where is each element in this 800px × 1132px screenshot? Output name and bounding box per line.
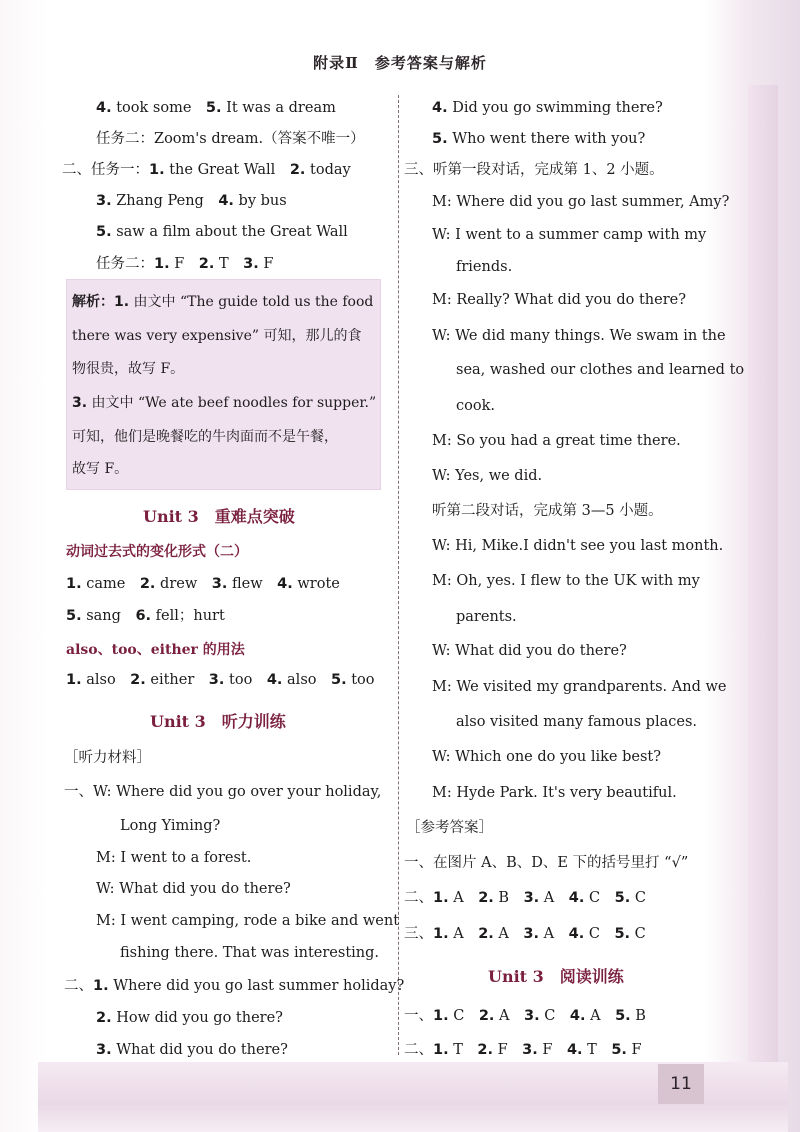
question-text: How did you go there? (111, 1010, 283, 1026)
item-number: 5. (615, 1008, 631, 1024)
item-number: 3. (522, 1042, 538, 1058)
answer-line (66, 606, 225, 626)
answer-text: T (582, 1042, 612, 1058)
item-number: 1. (433, 890, 449, 906)
dialogue-line: M: Where did you go last summer, Amy? (432, 194, 730, 210)
bracket-heading: ［听力材料］ (64, 750, 151, 766)
item-number: 1. (114, 294, 130, 310)
answer-text: It was a dream (221, 100, 336, 116)
answer-text: A (539, 890, 569, 906)
bracket-heading: ［参考答案］ (406, 820, 493, 836)
item-number: 3. (523, 890, 540, 906)
item-number: 2. (198, 256, 215, 272)
item-number: 2. (96, 1010, 112, 1026)
answer-text: F (493, 1042, 523, 1058)
item-number: 5. (330, 672, 347, 688)
item-number: 5. (611, 1042, 627, 1058)
answer-text: A (494, 1008, 525, 1024)
section-label: 二、 (404, 1042, 433, 1058)
answer-text: T (214, 256, 244, 272)
answer-text: B (630, 1008, 646, 1024)
dialogue-line: cook. (456, 398, 495, 414)
answer-line (96, 222, 348, 242)
analysis-line (72, 292, 373, 312)
item-number: 2. (478, 926, 494, 942)
answer-line (66, 574, 340, 594)
dialogue-line: 一、W: Where did you go over your holiday, (64, 784, 382, 800)
answer-text: T (448, 1042, 478, 1058)
item-number: 4. (432, 100, 448, 116)
question-line (432, 129, 645, 149)
answer-text: C (630, 890, 646, 906)
dialogue-line: M: We visited my grandparents. And we (432, 679, 727, 695)
question-line (432, 98, 663, 118)
item-number: 5. (205, 100, 222, 116)
answer-line: 一、在图片 A、B、D、E 下的括号里打 “√” (404, 855, 689, 871)
section-label: 一、 (404, 1008, 433, 1024)
answer-text: the Great Wall (164, 162, 290, 178)
page-edge-shade (748, 85, 778, 1075)
answer-text: wrote (292, 576, 340, 592)
section-label: 三、 (404, 926, 433, 942)
item-number: 1. (154, 256, 170, 272)
item-number: 4. (266, 672, 283, 688)
item-number: 3. (211, 576, 228, 592)
section-instruction: 三、听第一段对话，完成第 1、2 小题。 (404, 162, 664, 178)
dialogue-line: W: What did you do there? (96, 881, 291, 897)
answer-text: also (282, 672, 331, 688)
answer-line (404, 1040, 642, 1060)
dialogue-line: W: I went to a summer camp with my (432, 227, 707, 243)
item-number: 1. (66, 672, 82, 688)
answer-text: sang (81, 608, 136, 624)
analysis-line: 物很贵，故写 F。 (72, 361, 185, 377)
answer-line (404, 924, 646, 944)
dialogue-line: M: So you had a great time there. (432, 433, 681, 449)
item-number: 3. (96, 193, 112, 209)
answer-text: C (448, 1008, 479, 1024)
item-number: 6. (135, 608, 152, 624)
analysis-line: there was very expensive” 可知，那儿的食 (72, 328, 362, 344)
dialogue-line: Long Yiming? (120, 818, 221, 834)
dialogue-line: M: I went camping, rode a bike and went (96, 913, 400, 929)
question-text: Did you go swimming there? (447, 100, 663, 116)
dialogue-line: friends. (456, 259, 513, 275)
page-header: 附录Ⅱ 参考答案与解析 (313, 54, 487, 72)
answer-text: too (346, 672, 375, 688)
item-number: 3. (208, 672, 225, 688)
answer-text: C (539, 1008, 570, 1024)
item-number: 3. (523, 926, 540, 942)
dialogue-line: M: Oh, yes. I flew to the UK with my (432, 573, 700, 589)
item-number: 5. (432, 131, 448, 147)
dialogue-line: W: What did you do there? (432, 643, 627, 659)
answer-text: C (584, 926, 615, 942)
item-number: 4. (277, 576, 293, 592)
question-text: Where did you go last summer holiday? (108, 978, 405, 994)
item-number: 1. (93, 978, 109, 994)
answer-text: by bus (233, 193, 287, 209)
section-title: Unit 3 听力训练 (150, 712, 286, 731)
answer-line (96, 191, 287, 211)
answer-text: B (493, 890, 524, 906)
answer-text: took some (111, 100, 206, 116)
answer-text: also (81, 672, 131, 688)
item-number: 4. (96, 100, 112, 116)
answer-line (404, 1006, 646, 1026)
item-number: 3. (72, 395, 88, 411)
answer-text: F (258, 256, 274, 272)
question-line (64, 976, 404, 996)
item-number: 1. (66, 576, 82, 592)
item-number: 2. (477, 1042, 493, 1058)
dialogue-line: parents. (456, 609, 517, 625)
dialogue-line: M: Hyde Park. It's very beautiful. (432, 785, 677, 801)
item-number: 4. (566, 1042, 583, 1058)
item-number: 4. (218, 193, 234, 209)
analysis-line: 故写 F。 (72, 461, 129, 477)
answer-text: A (493, 926, 524, 942)
answer-line (96, 98, 336, 118)
section-label: 二、任务一： (62, 162, 149, 178)
item-number: 5. (96, 224, 112, 240)
dialogue-line: W: Hi, Mike.I didn't see you last month. (432, 538, 724, 554)
section-label: 二、 (404, 890, 433, 906)
answer-text: C (630, 926, 646, 942)
page-number: 11 (658, 1064, 704, 1104)
item-number: 1. (149, 162, 165, 178)
analysis-label: 解析： (72, 294, 114, 310)
section-instruction: 听第二段对话，完成第 3—5 小题。 (432, 503, 663, 519)
answer-text: F (537, 1042, 567, 1058)
answer-line (66, 670, 375, 690)
dialogue-line: also visited many famous places. (456, 714, 697, 730)
answer-text: too (224, 672, 267, 688)
dialogue-line: W: Which one do you like best? (432, 749, 661, 765)
section-label: 任务二： (96, 256, 154, 272)
answer-text: today (305, 162, 351, 178)
answer-text: A (448, 890, 479, 906)
item-number: 1. (433, 1008, 449, 1024)
dialogue-line: M: I went to a forest. (96, 850, 252, 866)
answer-text: saw a film about the Great Wall (111, 224, 348, 240)
item-number: 3. (96, 1042, 112, 1058)
topic-heading: 动词过去式的变化形式（二） (66, 544, 248, 560)
item-number: 2. (139, 576, 156, 592)
section-title: Unit 3 阅读训练 (488, 967, 624, 986)
answer-text: flew (227, 576, 278, 592)
answer-text: Zhang Peng (111, 193, 219, 209)
item-number: 3. (243, 256, 259, 272)
answer-line (96, 254, 273, 274)
item-number: 2. (289, 162, 306, 178)
answer-line (62, 160, 351, 180)
answer-text: A (448, 926, 479, 942)
answer-line (404, 888, 646, 908)
answer-text: came (81, 576, 140, 592)
dialogue-line: sea, washed our clothes and learned to (456, 362, 745, 378)
question-line (96, 1040, 288, 1060)
item-number: 3. (524, 1008, 540, 1024)
dialogue-line: M: Really? What did you do there? (432, 292, 686, 308)
section-title: Unit 3 重难点突破 (143, 507, 295, 526)
item-number: 4. (568, 926, 585, 942)
answer-text: A (539, 926, 569, 942)
item-number: 5. (614, 926, 631, 942)
item-number: 2. (478, 1008, 495, 1024)
analysis-line: 可知，他们是晚餐吃的牛肉面而不是午餐， (72, 429, 338, 445)
analysis-text: 由文中 “We ate beef noodles for supper.” (87, 395, 377, 411)
dialogue-line: W: Yes, we did. (432, 468, 543, 484)
answer-text: A (585, 1008, 616, 1024)
item-number: 2. (130, 672, 146, 688)
item-number: 1. (433, 1042, 449, 1058)
answer-text: C (584, 890, 615, 906)
item-number: 4. (569, 1008, 586, 1024)
answer-text: F (626, 1042, 642, 1058)
analysis-line (72, 393, 376, 413)
answer-text: drew (155, 576, 212, 592)
question-text: Who went there with you? (447, 131, 646, 147)
answer-text: either (145, 672, 209, 688)
dialogue-line: fishing there. That was interesting. (120, 945, 380, 961)
analysis-text: 由文中 “The guide told us the food (129, 294, 374, 310)
dialogue-line: W: We did many things. We swam in the (432, 328, 726, 344)
question-text: What did you do there? (111, 1042, 288, 1058)
item-number: 2. (478, 890, 494, 906)
item-number: 4. (568, 890, 585, 906)
item-number: 5. (66, 608, 82, 624)
topic-heading: also、too、either 的用法 (66, 642, 245, 658)
answer-text: F (169, 256, 199, 272)
item-number: 1. (433, 926, 449, 942)
answer-line: 任务二：Zoom's dream.（答案不唯一） (96, 131, 365, 147)
question-line (96, 1008, 283, 1028)
item-number: 5. (614, 890, 631, 906)
answer-text: fell；hurt (151, 608, 225, 624)
section-label: 二、 (64, 978, 93, 994)
